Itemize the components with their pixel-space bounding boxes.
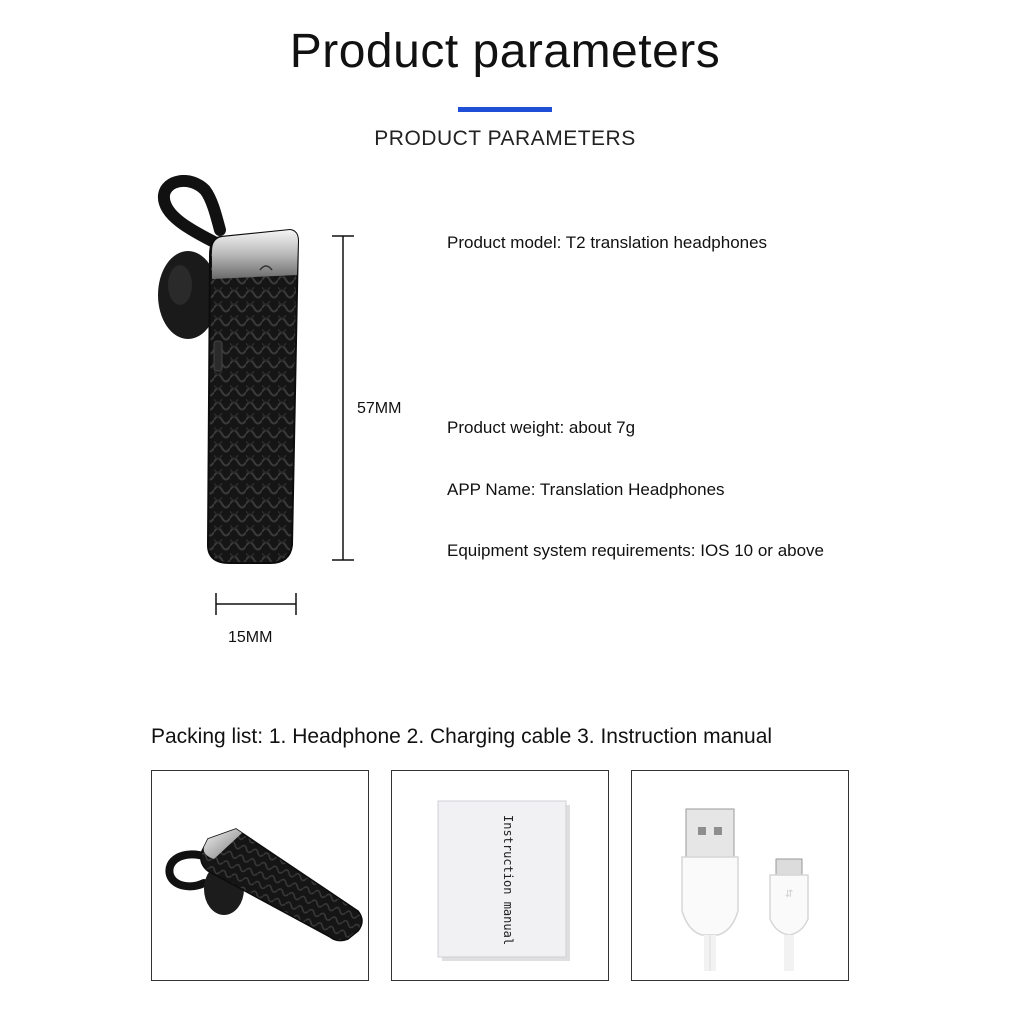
packing-list-label: Packing list: 1. Headphone 2. Charging cable 3. Instruction manual bbox=[151, 725, 773, 748]
packing-item-cable bbox=[631, 770, 849, 981]
headphone-product-image bbox=[150, 175, 310, 570]
usb-cable-icon bbox=[632, 771, 848, 980]
spec-app-name: APP Name: Translation Headphones bbox=[447, 480, 725, 499]
spec-product-model: Product model: T2 translation headphones bbox=[447, 233, 768, 252]
height-dimension-label: 57MM bbox=[357, 400, 402, 417]
title-underline bbox=[458, 107, 552, 112]
spec-system-requirements: Equipment system requirements: IOS 10 or above bbox=[447, 541, 825, 560]
width-dimension-label: 15MM bbox=[228, 629, 273, 646]
height-dimension-line bbox=[328, 232, 358, 564]
page-title: Product parameters bbox=[289, 25, 721, 78]
packing-item-headphone bbox=[151, 770, 369, 981]
width-dimension-line bbox=[212, 590, 300, 620]
svg-text:⇆: ⇆ bbox=[783, 889, 794, 898]
headphone-icon bbox=[152, 771, 368, 980]
manual-cover-text: Instruction manual bbox=[501, 815, 515, 946]
manual-icon bbox=[392, 771, 608, 980]
spec-product-weight: Product weight: about 7g bbox=[447, 418, 636, 437]
page-subtitle: PRODUCT PARAMETERS bbox=[374, 127, 636, 150]
packing-item-manual bbox=[391, 770, 609, 981]
